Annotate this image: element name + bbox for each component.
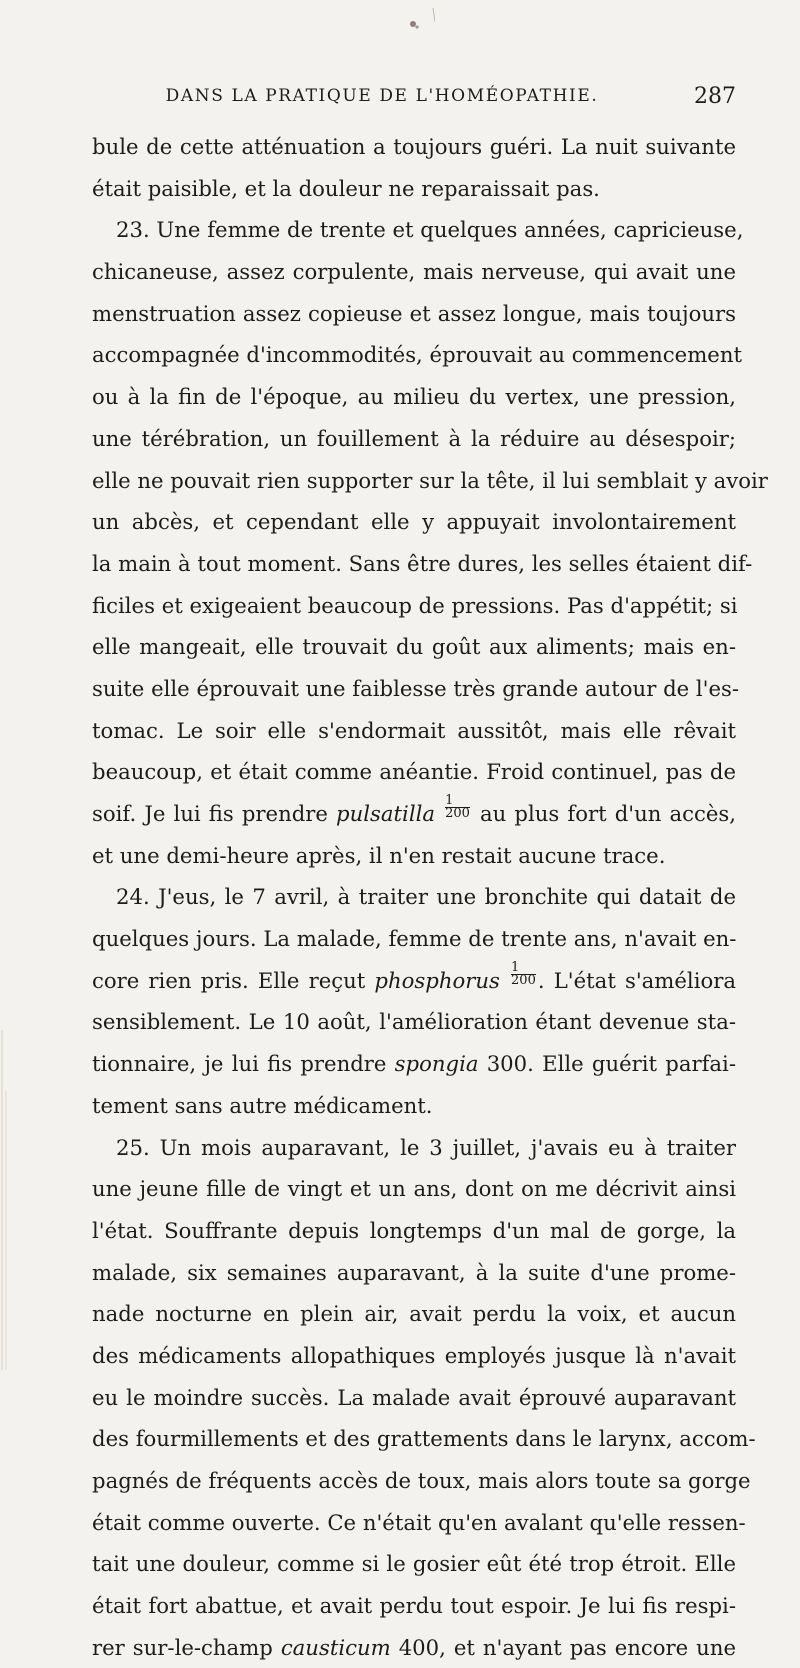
text-line: sensiblement. Le 10 août, l'amélioration étant devenue sta- <box>92 1009 736 1035</box>
fraction-numerator: 1 <box>511 962 536 975</box>
case-23-start: 23. Une femme de trente et quelques années, capricieuse, <box>116 217 744 243</box>
case-25-start: 25. Un mois auparavant, le 3 juillet, j'avais eu à traiter <box>116 1134 736 1160</box>
text-segment: 400, et n'ayant pas encore une <box>390 1634 737 1660</box>
dilution-fraction <box>511 959 536 988</box>
text-line: ou à la fin de l'époque, au milieu du vertex, une pression, <box>92 384 736 410</box>
text-line: pagnés de fréquents accès de toux, mais alors toute sa gorge <box>92 1468 751 1493</box>
remedy-name: pulsatilla <box>336 801 436 826</box>
text-line: beaucoup, et était comme anéantie. Froid continuel, pas de <box>92 759 736 785</box>
text-line-with-remedy <box>92 960 736 1002</box>
text-line: était fort abattue, et avait perdu tout espoir. Je lui fis respi- <box>92 1593 736 1619</box>
text-line: tement sans autre médicament. <box>92 1092 433 1118</box>
text-line-with-remedy <box>92 793 736 835</box>
text-line: nade nocturne en plein air, avait perdu la voix, et aucun <box>92 1301 736 1327</box>
text-segment: au plus fort d'un accès, <box>471 801 736 826</box>
text-line: suite elle éprouvait une faiblesse très grande autour de l'es- <box>92 675 740 701</box>
fraction-denominator: 200 <box>445 806 470 821</box>
remedy-name: spongia <box>394 1051 479 1077</box>
remedy-name: causticum <box>280 1634 391 1660</box>
text-line-with-remedy <box>92 1043 736 1085</box>
text-line: tomac. Le soir elle s'endormait aussitôt, mais elle rêvait <box>92 717 736 743</box>
text-line-with-remedy <box>92 1627 736 1668</box>
text-line: accompagnée d'incommodités, éprouvait au commencement <box>92 342 742 368</box>
fraction-numerator: 1 <box>445 795 470 808</box>
text-segment: soif. Je lui fis prendre <box>92 801 337 826</box>
body-text <box>92 126 768 1668</box>
text-line: des fourmillements et des grattements dans le larynx, accom- <box>92 1426 756 1452</box>
ink-speck-decoration <box>395 8 435 48</box>
text-line: une térébration, un fouillement à la réduire au désespoir; <box>92 425 736 451</box>
fraction-denominator: 200 <box>511 972 536 988</box>
text-segment: . L'état s'améliora <box>537 967 736 993</box>
text-line: était paisible, et la douleur ne reparaissait pas. <box>92 175 600 201</box>
text-line: tait une douleur, comme si le gosier eût été trop étroit. Elle <box>92 1551 736 1577</box>
text-line: menstruation assez copieuse et assez longue, mais toujours <box>92 300 736 326</box>
text-line: la main à tout moment. Sans être dures, les selles étaient dif- <box>92 550 753 576</box>
text-line: et une demi-heure après, il n'en restait aucune trace. <box>92 842 666 868</box>
text-line: une jeune fille de vingt et un ans, dont on me décrivit ainsi <box>92 1176 736 1202</box>
text-segment: 300. Elle guérit parfai- <box>478 1051 736 1077</box>
page-header <box>92 86 736 116</box>
text-line: elle mangeait, elle trouvait du goût aux aliments; mais en- <box>92 634 736 660</box>
text-segment: rer sur-le-champ <box>92 1634 281 1660</box>
text-segment: tionnaire, je lui fis prendre <box>92 1051 395 1077</box>
text-line: chicaneuse, assez corpulente, mais nerveuse, qui avait une <box>92 259 736 285</box>
dilution-fraction <box>445 795 470 820</box>
text-line: quelques jours. La malade, femme de trente ans, n'avait en- <box>92 926 737 952</box>
text-line: elle ne pouvait rien supporter sur la tête, il lui semblait y avoir <box>92 467 768 493</box>
text-line: ficiles et exigeaient beaucoup de pressions. Pas d'appétit; si <box>92 592 738 618</box>
text-segment: core rien pris. Elle reçut <box>92 967 375 993</box>
text-line: malade, six semaines auparavant, à la suite d'une prome- <box>92 1259 736 1285</box>
text-line: des médicaments allopathiques employés jusque là n'avait <box>92 1342 736 1368</box>
page-number: 287 <box>694 84 736 109</box>
binding-edge-decoration <box>0 1030 20 1370</box>
text-line: eu le moindre succès. La malade avait éprouvé auparavant <box>92 1384 736 1410</box>
case-24-start: 24. J'eus, le 7 avril, à traiter une bronchite qui datait de <box>116 884 736 910</box>
text-line: un abcès, et cependant elle y appuyait involontairement <box>92 509 736 535</box>
text-line: était comme ouverte. Ce n'était qu'en avalant qu'elle ressen- <box>92 1509 746 1535</box>
text-line: bule de cette atténuation a toujours guéri. La nuit suivante <box>92 134 736 159</box>
running-head: DANS LA PRATIQUE DE L'HOMÉOPATHIE. <box>165 86 599 106</box>
remedy-name: phosphorus <box>374 967 500 993</box>
text-line: l'état. Souffrante depuis longtemps d'un mal de gorge, la <box>92 1217 736 1243</box>
